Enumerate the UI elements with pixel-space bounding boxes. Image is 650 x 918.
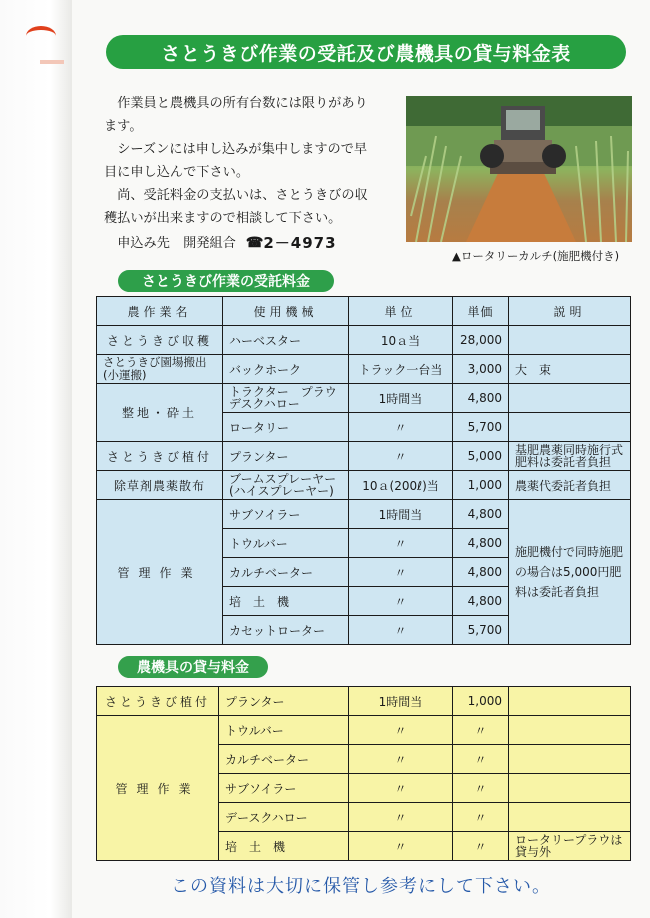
unit-cell: 1時間当	[349, 384, 453, 413]
header-note: 説明	[509, 297, 631, 326]
unit-cell: 1時間当	[349, 687, 453, 716]
unit-cell: 〃	[349, 587, 453, 616]
red-logo-mark	[26, 26, 56, 46]
machine-cell: サブソイラー	[223, 500, 349, 529]
note-cell: 農薬代委託者負担	[509, 471, 631, 500]
price-cell: 〃	[453, 774, 509, 803]
unit-cell: 〃	[349, 616, 453, 645]
photo-caption: ▲ロータリーカルチ(施肥機付き)	[452, 249, 620, 263]
unit-cell: 〃	[349, 745, 453, 774]
header-machine: 使用機械	[223, 297, 349, 326]
page-binding-edge	[0, 0, 73, 918]
brochure-page	[72, 0, 650, 918]
contract-fee-table	[96, 296, 631, 645]
price-cell: 28,000	[453, 326, 509, 355]
price-cell: 4,800	[453, 500, 509, 529]
machine-cell: トウルバー	[223, 529, 349, 558]
unit-cell: 〃	[349, 803, 453, 832]
unit-cell: 〃	[349, 716, 453, 745]
note-cell: ロータリープラウは貸与外	[509, 832, 631, 861]
note-cell: 基肥農薬同時施行式肥料は委託者負担	[509, 442, 631, 471]
tractor-photo	[406, 96, 632, 242]
price-cell: 4,800	[453, 587, 509, 616]
section-contract-fees-label: さとうきび作業の受託料金	[118, 270, 334, 292]
task-cell: 管理作業	[97, 716, 219, 861]
machine-cell: カルチベーター	[223, 558, 349, 587]
table-row	[97, 471, 631, 500]
machine-cell: ハーベスター	[223, 326, 349, 355]
machine-cell: ロータリー	[223, 413, 349, 442]
telephone-icon: ☎	[245, 235, 264, 251]
intro-line-3: 尚、受託料金の支払いは、さとうきびの収穫払いが出来ますので相談して下さい。	[104, 188, 368, 226]
task-cell: さとうきび収穫	[97, 326, 223, 355]
note-cell	[509, 326, 631, 355]
price-cell: 5,700	[453, 413, 509, 442]
contact-label: 申込み先 開発組合	[117, 236, 236, 251]
task-cell: 除草剤農薬散布	[97, 471, 223, 500]
machine-cell: 培 土 機	[219, 832, 349, 861]
table-row	[97, 687, 631, 716]
task-cell: さとうきび園場搬出(小運搬)	[97, 355, 223, 384]
unit-cell: 〃	[349, 442, 453, 471]
task-cell: さとうきび植付	[97, 687, 219, 716]
unit-cell: 〃	[349, 558, 453, 587]
table-row	[97, 716, 631, 745]
note-cell	[509, 716, 631, 745]
footer-message: この資料は大切に保管し参考にして下さい。	[171, 876, 551, 897]
unit-cell: 〃	[349, 413, 453, 442]
table-row	[97, 500, 631, 529]
machine-cell: プランター	[219, 687, 349, 716]
machine-cell: ブームスプレーヤー(ハイスプレーヤー)	[223, 471, 349, 500]
note-cell	[509, 384, 631, 413]
unit-cell: 10ａ当	[349, 326, 453, 355]
price-cell: 〃	[453, 832, 509, 861]
table-header-row	[97, 297, 631, 326]
task-cell: さとうきび植付	[97, 442, 223, 471]
note-cell: 大 束	[509, 355, 631, 384]
price-cell: 5,700	[453, 616, 509, 645]
machine-cell: デースクハロー	[219, 803, 349, 832]
price-cell: 4,800	[453, 529, 509, 558]
note-cell	[509, 803, 631, 832]
contact-line	[104, 232, 372, 255]
unit-cell: 1時間当	[349, 500, 453, 529]
price-cell: 3,000	[453, 355, 509, 384]
note-cell	[509, 774, 631, 803]
unit-cell: 〃	[349, 774, 453, 803]
note-cell	[509, 745, 631, 774]
header-unit: 単位	[349, 297, 453, 326]
tractor-illustration	[406, 96, 632, 242]
price-cell: 4,800	[453, 558, 509, 587]
task-cell: 整地・砕土	[97, 384, 223, 442]
table-row	[97, 384, 631, 413]
machine-cell: カルチベーター	[219, 745, 349, 774]
price-cell: 1,000	[453, 687, 509, 716]
rental-fee-table	[96, 686, 631, 861]
machine-cell: トラクター プラウ デスクハロー	[223, 384, 349, 413]
unit-cell: トラック一台当	[349, 355, 453, 384]
price-cell: 〃	[453, 716, 509, 745]
section-rental-fees-label: 農機具の貸与料金	[118, 656, 268, 678]
intro-line-2: シーズンには申し込みが集中しますので早目に申し込んで下さい。	[104, 142, 368, 180]
header-price: 単価	[453, 297, 509, 326]
price-cell: 5,000	[453, 442, 509, 471]
price-cell: 〃	[453, 745, 509, 774]
intro-text	[104, 92, 372, 255]
note-cell: 施肥機付で同時施肥の場合は5,000円肥料は委託者負担	[509, 500, 631, 645]
machine-cell: バックホーク	[223, 355, 349, 384]
machine-cell: 培 土 機	[223, 587, 349, 616]
task-cell: 管理作業	[97, 500, 223, 645]
unit-cell: 〃	[349, 832, 453, 861]
price-cell: 1,000	[453, 471, 509, 500]
unit-cell: 10ａ(200ℓ)当	[349, 471, 453, 500]
price-cell: 〃	[453, 803, 509, 832]
price-cell: 4,800	[453, 384, 509, 413]
telephone-number: 2－4973	[263, 234, 337, 252]
unit-cell: 〃	[349, 529, 453, 558]
page-title: さとうきび作業の受託及び農機具の貸与料金表	[106, 35, 626, 69]
intro-line-1: 作業員と農機具の所有台数には限りがあります。	[104, 96, 368, 134]
table-row	[97, 355, 631, 384]
machine-cell: カセットローター	[223, 616, 349, 645]
pink-stripe	[40, 60, 64, 64]
machine-cell: トウルバー	[219, 716, 349, 745]
machine-cell: プランター	[223, 442, 349, 471]
header-task: 農作業名	[97, 297, 223, 326]
table-row	[97, 442, 631, 471]
note-cell	[509, 687, 631, 716]
machine-cell: サブソイラー	[219, 774, 349, 803]
table-row	[97, 326, 631, 355]
note-cell	[509, 413, 631, 442]
